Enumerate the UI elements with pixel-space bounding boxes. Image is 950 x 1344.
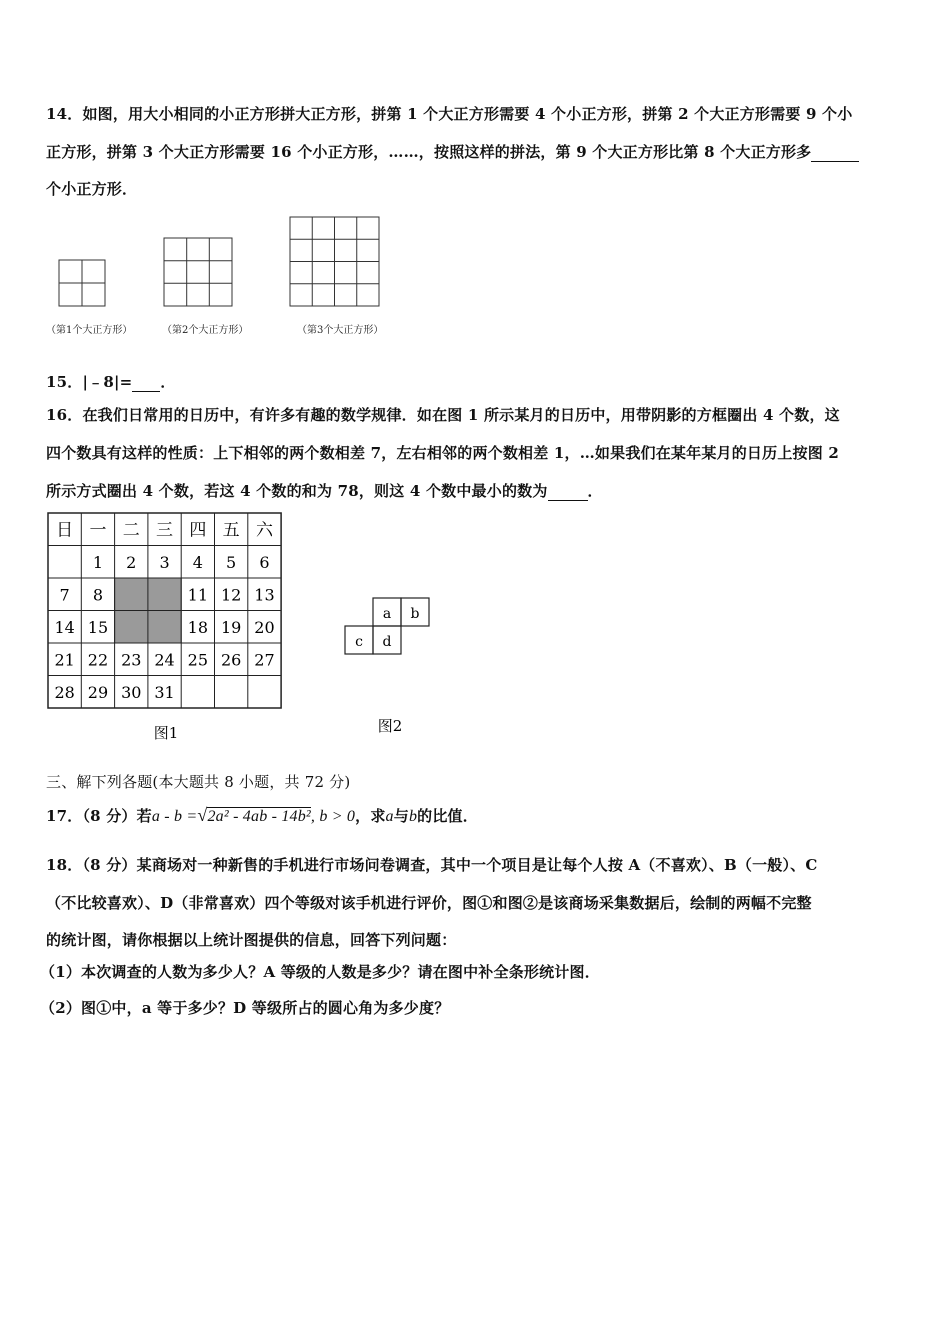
calendar-header: 四 [189, 520, 207, 541]
calendar-day: 2 [126, 552, 137, 572]
big-square-2 [164, 238, 232, 306]
calendar-header: 五 [222, 520, 240, 541]
calendar-day: 13 [254, 585, 275, 605]
calendar-day: 5 [226, 552, 237, 572]
q14-line2-text: 正方形，拼第 3 个大正方形需要 16 个小正方形，……，按照这样的拼法，第 9 个大正方形比第 8 个大正方形多 [46, 143, 812, 161]
calendar-day: 23 [121, 650, 142, 670]
q17-cond: , b > 0 [310, 808, 356, 825]
calendar-day: 15 [87, 617, 109, 637]
q16-line2: 四个数具有这样的性质：上下相邻的两个数相差 7，左右相邻的两个数相差 1，…如果我们在某年某月的日历上按图 2 [46, 444, 839, 462]
q16-line3 [46, 480, 603, 501]
calendar-header: 一 [89, 520, 107, 541]
fig2-cell-b: b [410, 606, 420, 622]
q18-line1: 18．（8 分）某商场对一种新售的手机进行市场问卷调查，其中一个项目是让每个人按 A（不喜欢）、B（一般）、C [46, 856, 818, 874]
q18-line2: （不比较喜欢）、D（非常喜欢）四个等级对该手机进行评价，图①和图②是该商场采集数据后，绘制的两幅不完整 [46, 894, 812, 912]
q17-line [46, 805, 478, 826]
calendar-day: 12 [220, 585, 242, 605]
calendar-day: 25 [187, 650, 209, 670]
big-square-1 [59, 260, 105, 306]
calendar-day: 31 [154, 682, 175, 702]
q18-line3: 的统计图，请你根据以上统计图提供的信息，回答下列问题： [46, 931, 457, 949]
caption-1: （第1个大正方形） [46, 325, 133, 336]
q17-lhs: a - b = [151, 808, 198, 825]
fig2-cell-a: a [382, 606, 392, 622]
calendar-day: 24 [154, 650, 175, 670]
calendar-day: 26 [220, 650, 242, 670]
calendar-day: 20 [254, 617, 275, 637]
caption-3: （第3个大正方形） [297, 325, 384, 336]
q15-end: ． [160, 373, 176, 391]
q17-suffix: 的比值． [417, 807, 478, 825]
q17-and: 与 [393, 807, 409, 825]
calendar-day: 27 [254, 650, 275, 670]
calendar-day: 18 [187, 617, 209, 637]
q15-line [46, 371, 176, 392]
big-square-3 [290, 217, 379, 306]
q17-var-a: a [385, 808, 394, 825]
answer-blank [548, 500, 588, 501]
calendar-day: 14 [54, 617, 75, 637]
q16-line1: 16．在我们日常用的日历中，有许多有趣的数学规律．如在图 1 所示某月的日历中，用带阴影的方框圈出 4 个数，这 [46, 406, 840, 424]
calendar-day: 8 [92, 585, 104, 605]
calendar-day: 21 [54, 650, 75, 670]
q15-text: 15．|﹣8|= [46, 373, 133, 391]
q17-mid: ，求 [355, 807, 386, 825]
q17-prefix: 17．（8 分）若 [46, 807, 152, 825]
calendar-header: 日 [56, 520, 74, 541]
caption-2: （第2个大正方形） [162, 325, 249, 336]
calendar-day: 30 [121, 682, 142, 702]
calendar-header: 六 [255, 520, 273, 541]
calendar-day: 22 [87, 650, 109, 670]
calendar-day: 29 [87, 682, 109, 702]
calendar-day: 7 [59, 585, 70, 605]
calendar-figure [0, 500, 460, 760]
answer-blank [811, 161, 859, 162]
q17-var-b: b [408, 808, 418, 825]
answer-blank [132, 391, 160, 392]
calendar-header: 二 [122, 520, 140, 541]
q16-end: ． [587, 482, 603, 500]
q14-line1: 14．如图，用大小相同的小正方形拼大正方形，拼第 1 个大正方形需要 4 个小正方形，拼第 2 个大正方形需要 9 个小 [46, 105, 853, 123]
calendar-header: 三 [156, 520, 174, 541]
fig2-cell-d: d [382, 634, 392, 650]
q16-line3-text: 所示方式圈出 4 个数，若这 4 个数的和为 78，则这 4 个数中最小的数为 [46, 482, 548, 500]
calendar-day: 3 [159, 552, 170, 572]
calendar-grid [48, 513, 281, 708]
calendar-day: 28 [54, 682, 75, 702]
fig2-cell-c: c [355, 634, 363, 650]
fig2-label: 图2 [377, 717, 403, 735]
calendar-day: 6 [259, 552, 270, 572]
section-3-title: 三、解下列各题(本大题共 8 小题，共 72 分) [46, 773, 351, 791]
q14-line3: 个小正方形． [46, 180, 138, 198]
calendar-day: 19 [220, 617, 242, 637]
calendar-day: 11 [187, 585, 209, 605]
sqrt-sign-icon: √ [197, 805, 208, 825]
fig1-label: 图1 [153, 724, 179, 742]
calendar-day: 4 [192, 552, 203, 572]
q18-sub1: （1）本次调查的人数为多少人？A 等级的人数是多少？请在图中补全条形统计图． [40, 963, 600, 981]
q14-line2 [46, 141, 859, 162]
calendar-day: 1 [92, 552, 104, 572]
q18-sub2: （2）图①中，a 等于多少？D 等级所占的圆心角为多少度？ [40, 999, 450, 1017]
q17-radicand: 2a² - 4ab - 14b² [207, 808, 311, 825]
